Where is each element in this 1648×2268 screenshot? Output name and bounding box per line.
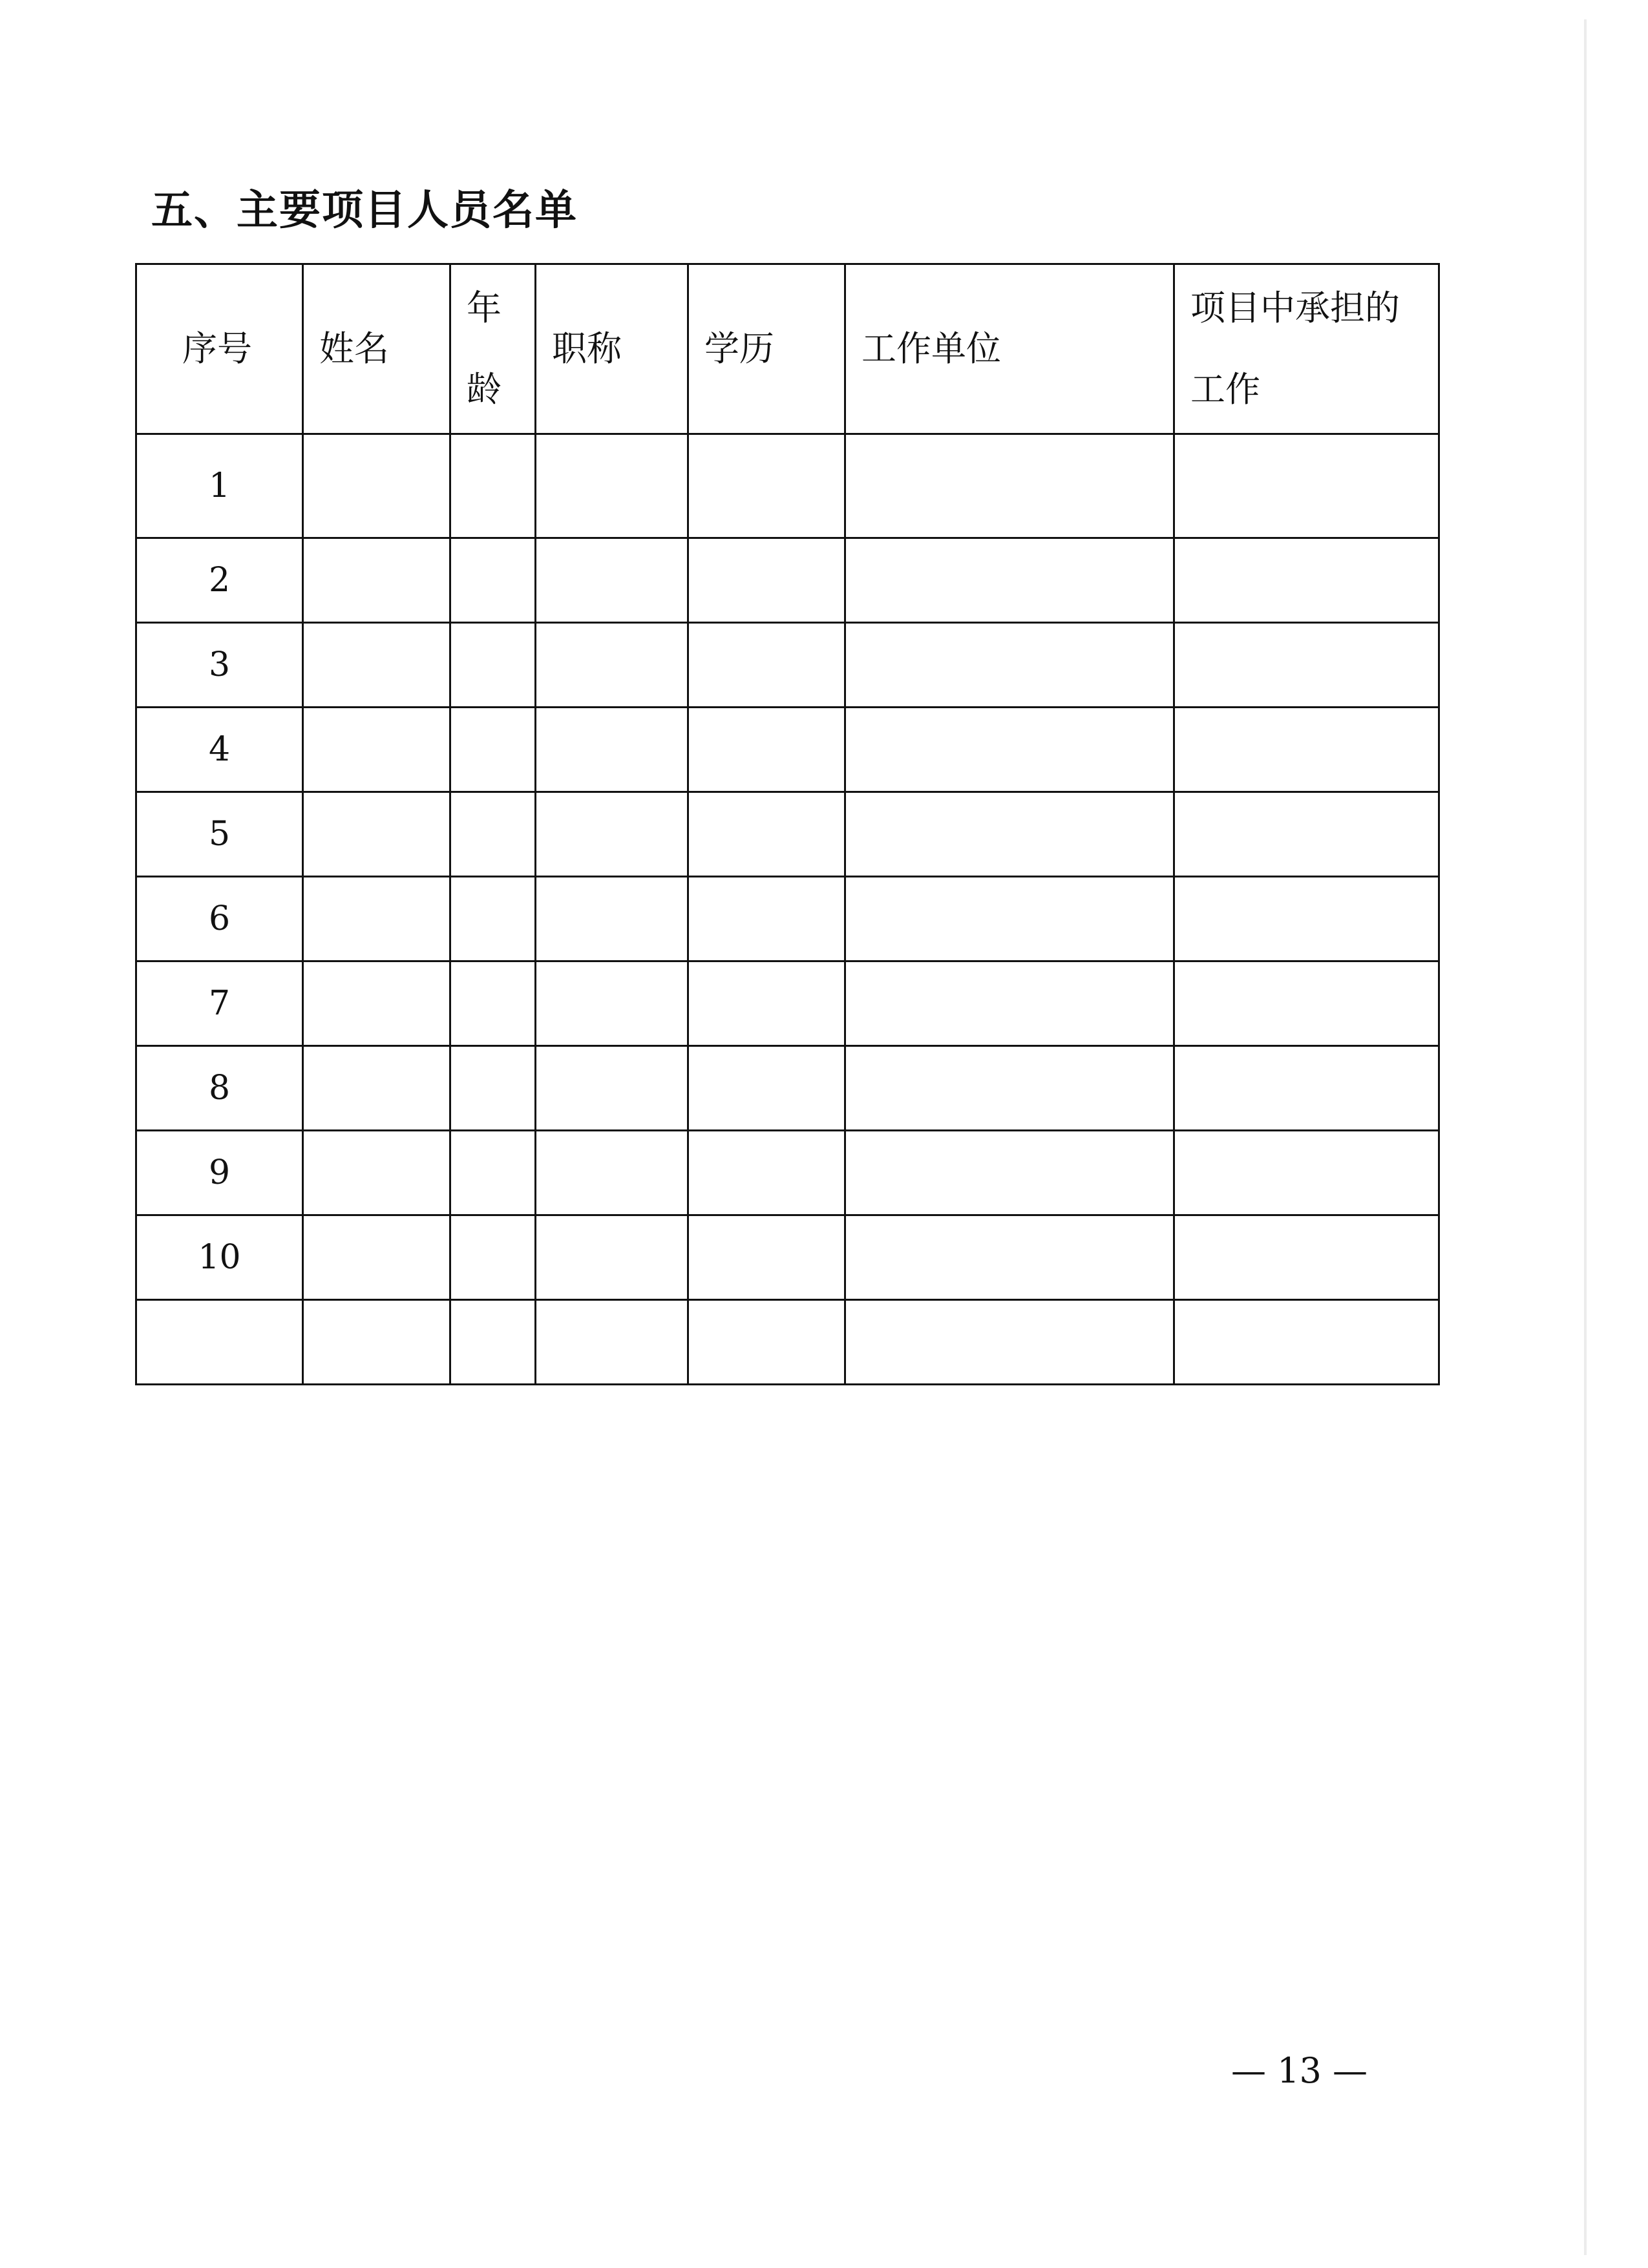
duty-cell [1174,1215,1439,1300]
age-cell [450,623,536,708]
work-unit-cell [845,1131,1174,1215]
row-index-cell: 8 [136,1046,303,1131]
table-row [136,1131,1439,1215]
duty-cell [1174,623,1439,708]
duty-cell [1174,1131,1439,1215]
table-header-row [136,264,1439,434]
row-index-cell: 4 [136,708,303,792]
header-name: 姓名 [303,264,450,434]
age-cell [450,538,536,623]
name-cell [303,1215,450,1300]
table-row [136,1046,1439,1131]
row-index-cell: 2 [136,538,303,623]
work-unit-cell [845,877,1174,961]
work-unit-cell [845,1300,1174,1385]
table-row [136,877,1439,961]
title-cell [536,1131,688,1215]
duty-cell [1174,538,1439,623]
title-cell [536,1215,688,1300]
name-cell [303,623,450,708]
table-row [136,434,1439,538]
age-cell [450,792,536,877]
education-cell [688,434,845,538]
education-cell [688,623,845,708]
education-cell [688,877,845,961]
table-row [136,961,1439,1046]
education-cell [688,1131,845,1215]
table-row [136,1300,1439,1385]
title-cell [536,1046,688,1131]
table-body [136,434,1439,1385]
work-unit-cell [845,792,1174,877]
age-cell [450,877,536,961]
education-cell [688,961,845,1046]
age-cell [450,961,536,1046]
age-cell [450,708,536,792]
row-index-cell [136,1300,303,1385]
name-cell [303,1046,450,1131]
header-duty [1174,264,1439,434]
title-cell [536,792,688,877]
row-index-cell: 9 [136,1131,303,1215]
work-unit-cell [845,961,1174,1046]
header-age [450,264,536,434]
education-cell [688,1300,845,1385]
row-index-cell: 1 [136,434,303,538]
personnel-table [135,263,1440,1385]
education-cell [688,1215,845,1300]
education-cell [688,1046,845,1131]
work-unit-cell [845,708,1174,792]
table-row [136,623,1439,708]
header-work-unit: 工作单位 [845,264,1174,434]
education-cell [688,538,845,623]
header-education: 学历 [688,264,845,434]
table-row [136,1215,1439,1300]
title-cell [536,708,688,792]
row-index-cell: 6 [136,877,303,961]
age-cell [450,1215,536,1300]
name-cell [303,708,450,792]
title-cell [536,1300,688,1385]
table-row [136,708,1439,792]
header-title: 职称 [536,264,688,434]
name-cell [303,434,450,538]
duty-cell [1174,434,1439,538]
header-duty-line2: 工作 [1190,369,1260,410]
age-cell [450,1300,536,1385]
row-index-cell: 7 [136,961,303,1046]
header-duty-line1: 项目中承担的 [1190,288,1400,328]
title-cell [536,877,688,961]
title-cell [536,961,688,1046]
table-row [136,792,1439,877]
row-index-cell: 5 [136,792,303,877]
education-cell [688,792,845,877]
title-cell [536,538,688,623]
row-index-cell: 10 [136,1215,303,1300]
table-row [136,538,1439,623]
header-index: 序号 [136,264,303,434]
name-cell [303,1131,450,1215]
education-cell [688,708,845,792]
duty-cell [1174,792,1439,877]
name-cell [303,877,450,961]
age-cell [450,1046,536,1131]
page-edge-shadow [1584,19,1587,2255]
page-number: — 13 — [1231,2050,1368,2091]
work-unit-cell [845,1215,1174,1300]
work-unit-cell [845,1046,1174,1131]
header-age-line2: 龄 [467,369,502,410]
name-cell [303,792,450,877]
title-cell [536,434,688,538]
work-unit-cell [845,623,1174,708]
age-cell [450,434,536,538]
duty-cell [1174,1300,1439,1385]
work-unit-cell [845,434,1174,538]
duty-cell [1174,961,1439,1046]
age-cell [450,1131,536,1215]
row-index-cell: 3 [136,623,303,708]
duty-cell [1174,877,1439,961]
section-title: 五、主要项目人员名单 [151,187,578,235]
work-unit-cell [845,538,1174,623]
title-cell [536,623,688,708]
name-cell [303,1300,450,1385]
duty-cell [1174,1046,1439,1131]
header-age-line1: 年 [467,288,502,328]
name-cell [303,538,450,623]
name-cell [303,961,450,1046]
duty-cell [1174,708,1439,792]
